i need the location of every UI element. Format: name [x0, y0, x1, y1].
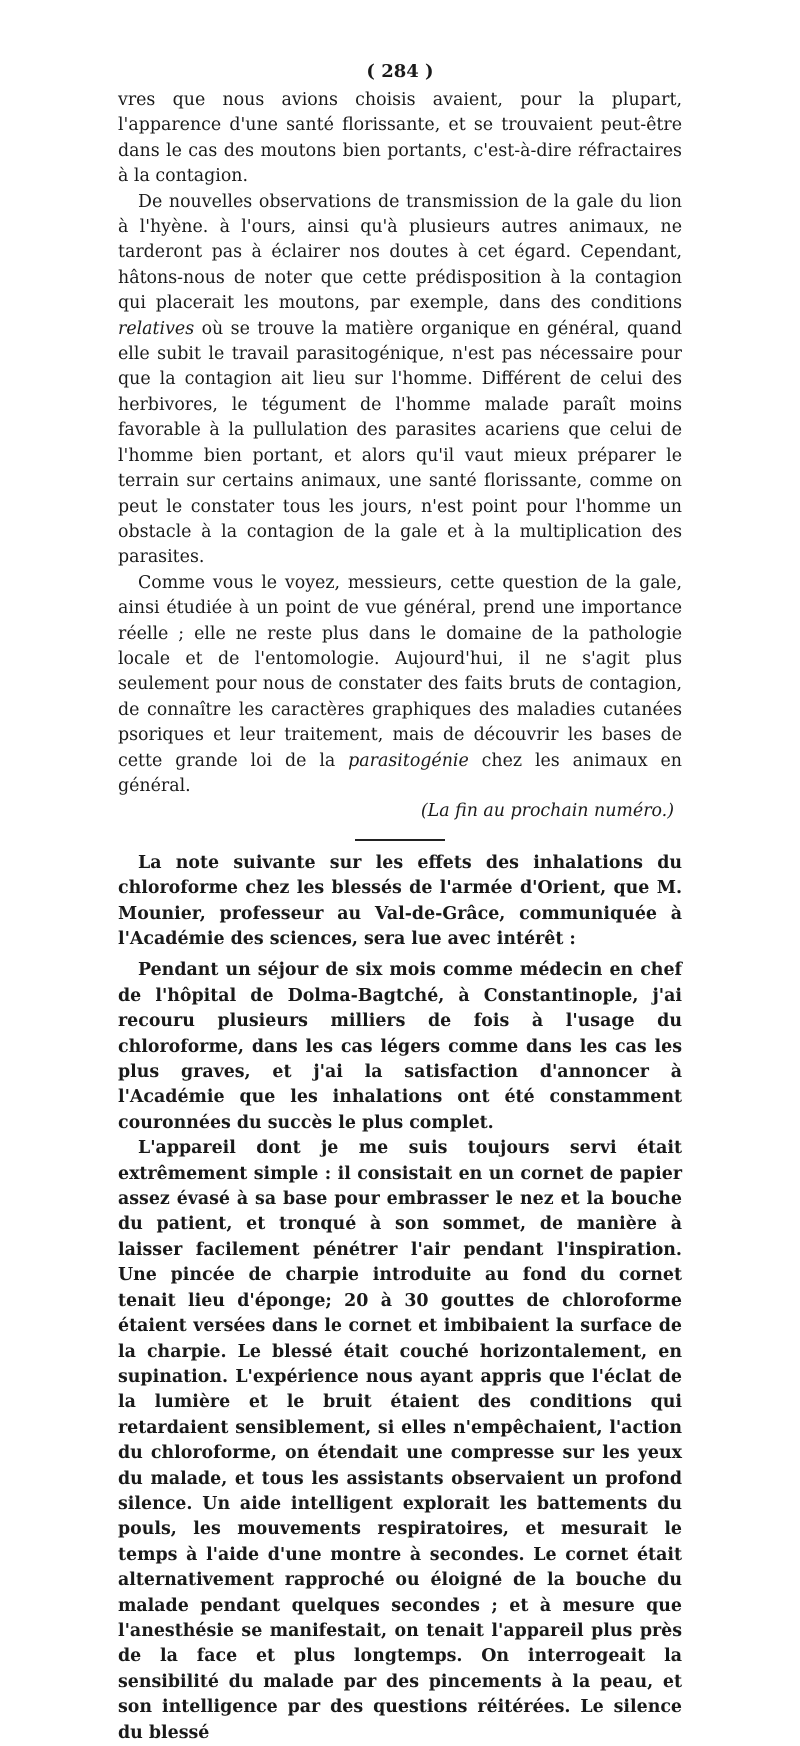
article-intro: La note suivante sur les effets des inhalations du chloroforme chez les blessés de l'armée d'Orient, que M. Mounier, professeur au Val-de-Grâce, communiquée à l'Académie des sciences, sera lue avec intérêt :	[118, 852, 682, 949]
text-segment: Comme vous le voyez, messieurs, cette question de la gale, ainsi étudiée à un point de vue général, prend une importance réelle ; elle ne reste plus dans le domaine de la pathologie locale et de l'entomologie. Aujourd'hui, il ne s'agit plus seulement pour nous de constater des faits bruts de contagion, de connaître les caractères graphiques des maladies cutanées psoriques et leur traitement, mais de découvrir les bases de cette grande loi de la	[118, 572, 682, 771]
italic-parasitogenie: parasitogénie	[348, 750, 469, 771]
section-divider	[355, 839, 445, 841]
quote-paragraph: Pendant un séjour de six mois comme médecin en chef de l'hôpital de Dolma-Bagtché, à Constantinople, j'ai recouru plusieurs milliers de fois à l'usage du chloroforme, dans les cas légers comme dans les cas les plus graves, et j'ai la satisfaction d'annoncer à l'Académie que les inhalations ont été constamment couronnées du succès le plus complet.	[118, 960, 682, 1133]
paragraph-question	[118, 571, 682, 800]
text-segment: chez les animaux en général.	[118, 750, 683, 796]
text-segment: où se trouve la matière organique en général, quand elle subit le travail parasitogénique, n'est pas nécessaire pour que la contagion ait lieu sur l'homme. Différent de celui des herbivores, le tégument de l'homme malade paraît moins favorable à la pullulation des parasites acariens que celui de l'homme bien portant, et alors qu'il vaut mieux préparer le terrain sur certains animaux, une santé florissante, comme on peut le constater tous les jours, n'est point pour l'homme un obstacle à la contagion de la gale et à la multiplication des parasites.	[118, 318, 682, 568]
document-page	[118, 58, 682, 1746]
closing-note: (La fin au prochain numéro.)	[420, 801, 674, 822]
quote-paragraph: L'appareil dont je me suis toujours servi était extrêmement simple : il consistait en un cornet de papier assez évasé à sa base pour embrasser le nez et la bouche du patient, et tronqué à son sommet, de manière à laisser facilement pénétrer l'air pendant l'inspiration. Une pincée de charpie introduite au fond du cornet tenait lieu d'éponge; 20 à 30 gouttes de chloroforme étaient versées dans le cornet et imbibaient la surface de la charpie. Le blessé était couché horizontalement, en supination. L'expérience nous ayant appris que l'éclat de la lumière et le bruit étaient des conditions qui retardaient sensiblement, si elles n'empêchaient, l'action du chloroforme, on étendait une compresse sur les yeux du malade, et tous les assistants observaient un profond silence. Un aide intelligent explorait les battements du pouls, les mouvements respiratoires, et mesurait le temps à l'aide d'une montre à secondes. Le cornet était alternativement rapproché ou éloigné de la bouche du malade pendant quelques secondes ; et à mesure que l'anesthésie se manifestait, on tenait l'appareil plus près de la face et plus longtemps. On interrogeait la sensibilité du malade par des pincements à la peau, et son intelligence par des questions réitérées. Le silence du blessé	[118, 1138, 682, 1743]
italic-relatives: relatives	[118, 318, 195, 339]
page-number: ( 284 )	[366, 61, 434, 82]
text-segment: De nouvelles observations de transmission de la gale du lion à l'hyène. à l'ours, ainsi qu'à plusieurs autres animaux, ne tarderont pas à éclairer nos doutes à cet égard. Cependant, hâtons-nous de noter que cette prédisposition à la contagion qui placerait les moutons, par exemple, dans des conditions	[118, 191, 682, 314]
paragraph-continuation: vres que nous avions choisis avaient, pour la plupart, l'apparence d'une santé florissante, et se trouvaient peut-être dans le cas des moutons bien portants, c'est-à-dire réfractaires à la contagion.	[118, 90, 682, 187]
paragraph-observations	[118, 190, 682, 571]
quoted-letter	[118, 958, 682, 1746]
